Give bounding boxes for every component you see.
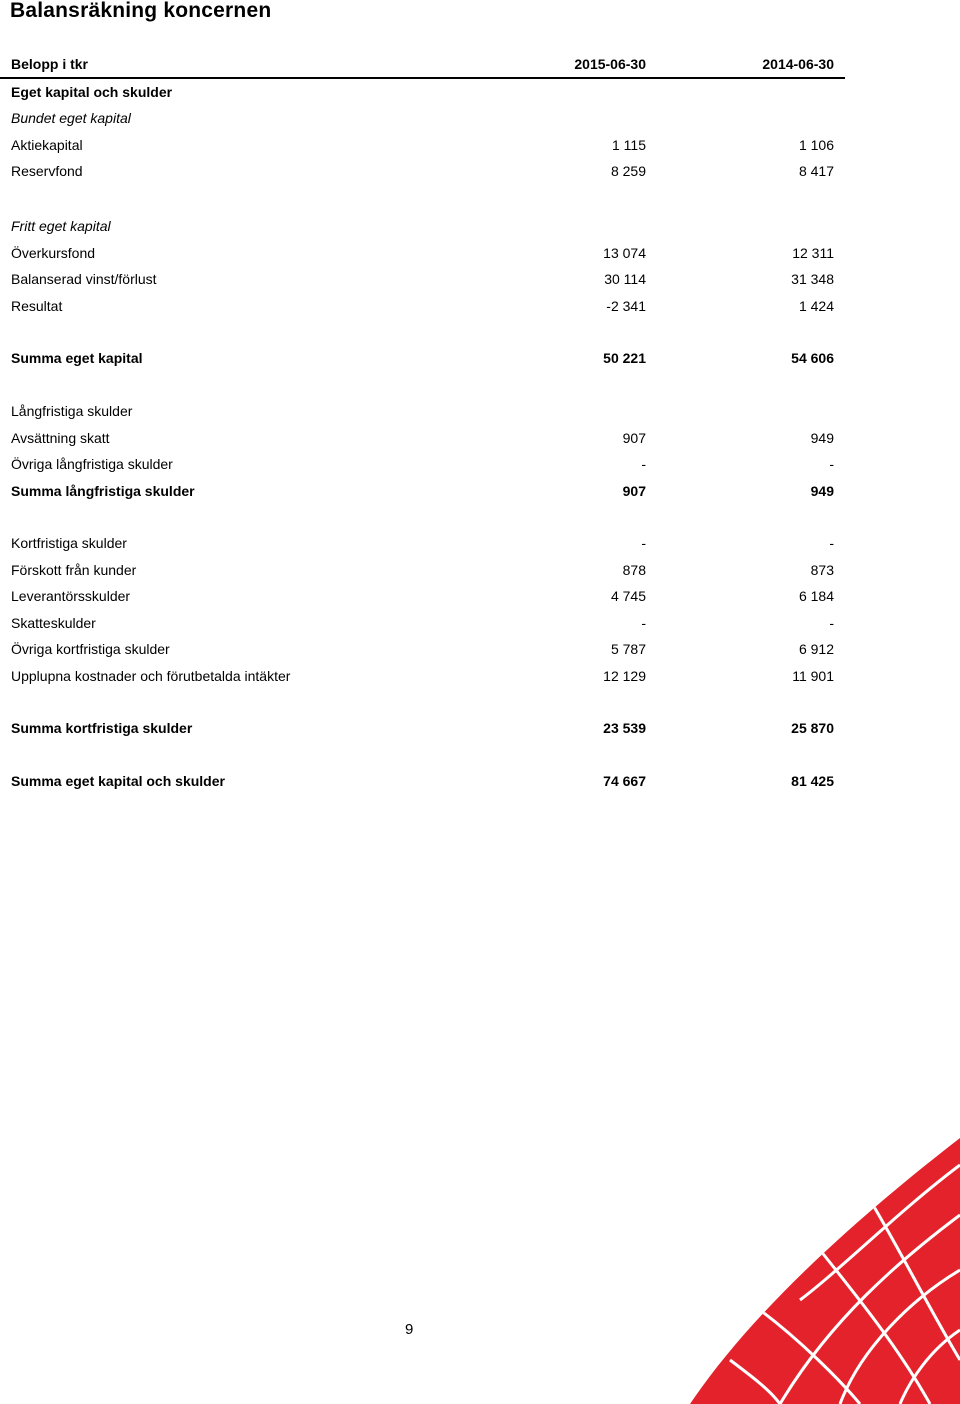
row-value-2015: - [641, 615, 646, 631]
table-row-grand-total [0, 771, 845, 793]
row-label: Summa långfristiga skulder [11, 483, 195, 499]
row-label: Förskott från kunder [11, 562, 137, 578]
row-label: Eget kapital och skulder [11, 84, 173, 100]
table-row [0, 428, 845, 450]
row-label: Summa eget kapital och skulder [11, 773, 225, 789]
row-value-2014: 6 184 [798, 588, 834, 604]
row-label: Kortfristiga skulder [11, 535, 127, 551]
row-value-2015: 4 745 [610, 588, 646, 604]
row-label: Avsättning skatt [11, 430, 110, 446]
page-number: 9 [405, 1321, 414, 1338]
header-col-2014: 2014-06-30 [762, 56, 834, 72]
table-row [0, 161, 845, 183]
table-row-total [0, 348, 845, 370]
row-value-2015: 907 [622, 483, 646, 499]
row-label: Överkursfond [11, 245, 96, 261]
row-label: Övriga långfristiga skulder [11, 456, 173, 472]
table-row [0, 296, 845, 318]
table-row-total [0, 481, 845, 503]
page-title: Balansräkning koncernen [10, 0, 272, 22]
row-label: Summa eget kapital [11, 350, 143, 366]
table-row [0, 269, 845, 291]
row-value-2015: 5 787 [610, 641, 646, 657]
table-header [0, 53, 845, 79]
row-value-2014: 31 348 [791, 271, 834, 287]
header-col-2015: 2015-06-30 [574, 56, 646, 72]
row-value-2014: 949 [810, 483, 834, 499]
row-value-2014: 11 901 [792, 668, 834, 684]
row-label: Fritt eget kapital [11, 218, 111, 234]
row-value-2014: 1 424 [798, 298, 834, 314]
table-row [0, 613, 845, 635]
row-label: Summa kortfristiga skulder [11, 720, 193, 736]
row-value-2014: 25 870 [791, 720, 834, 736]
row-value-2015: - [641, 456, 646, 472]
row-value-2015: 907 [622, 430, 646, 446]
row-value-2015: 878 [622, 562, 646, 578]
row-label: Bundet eget kapital [11, 110, 131, 126]
row-label: Upplupna kostnader och förutbetalda intäkter [11, 668, 291, 684]
table-row [0, 639, 845, 661]
row-value-2014: - [829, 456, 834, 472]
row-value-2015: 30 114 [604, 271, 646, 287]
row-label: Övriga kortfristiga skulder [11, 641, 170, 657]
table-row [0, 108, 845, 130]
row-value-2014: 6 912 [798, 641, 834, 657]
table-row [0, 243, 845, 265]
row-value-2015: 8 259 [610, 163, 646, 179]
row-label: Resultat [11, 298, 63, 314]
row-label: Reservfond [11, 163, 83, 179]
table-row [0, 82, 845, 104]
row-value-2014: 949 [810, 430, 834, 446]
table-row [0, 216, 845, 238]
header-label: Belopp i tkr [11, 56, 89, 72]
row-value-2014: 12 311 [792, 245, 834, 261]
table-row [0, 454, 845, 476]
row-value-2015: 74 667 [603, 773, 646, 789]
row-value-2015: - [641, 535, 646, 551]
table-row [0, 666, 845, 688]
table-row [0, 135, 845, 157]
row-label: Långfristiga skulder [11, 403, 133, 419]
row-value-2015: 50 221 [603, 350, 646, 366]
row-value-2015: 12 129 [603, 668, 646, 684]
row-value-2015: -2 341 [606, 298, 646, 314]
row-value-2014: - [829, 615, 834, 631]
row-value-2015: 13 074 [603, 245, 646, 261]
row-value-2014: 873 [810, 562, 834, 578]
row-value-2015: 1 115 [612, 137, 646, 153]
row-value-2014: 1 106 [798, 137, 834, 153]
table-row [0, 560, 845, 582]
table-row [0, 533, 845, 555]
row-value-2014: 54 606 [791, 350, 834, 366]
row-label: Leverantörsskulder [11, 588, 131, 604]
row-label: Aktiekapital [11, 137, 83, 153]
row-label: Balanserad vinst/förlust [11, 271, 157, 287]
table-row [0, 586, 845, 608]
table-row [0, 401, 845, 423]
row-label: Skatteskulder [11, 615, 96, 631]
row-value-2014: - [829, 535, 834, 551]
row-value-2015: 23 539 [603, 720, 646, 736]
row-value-2014: 8 417 [798, 163, 834, 179]
row-value-2014: 81 425 [791, 773, 834, 789]
table-row-total [0, 718, 845, 740]
